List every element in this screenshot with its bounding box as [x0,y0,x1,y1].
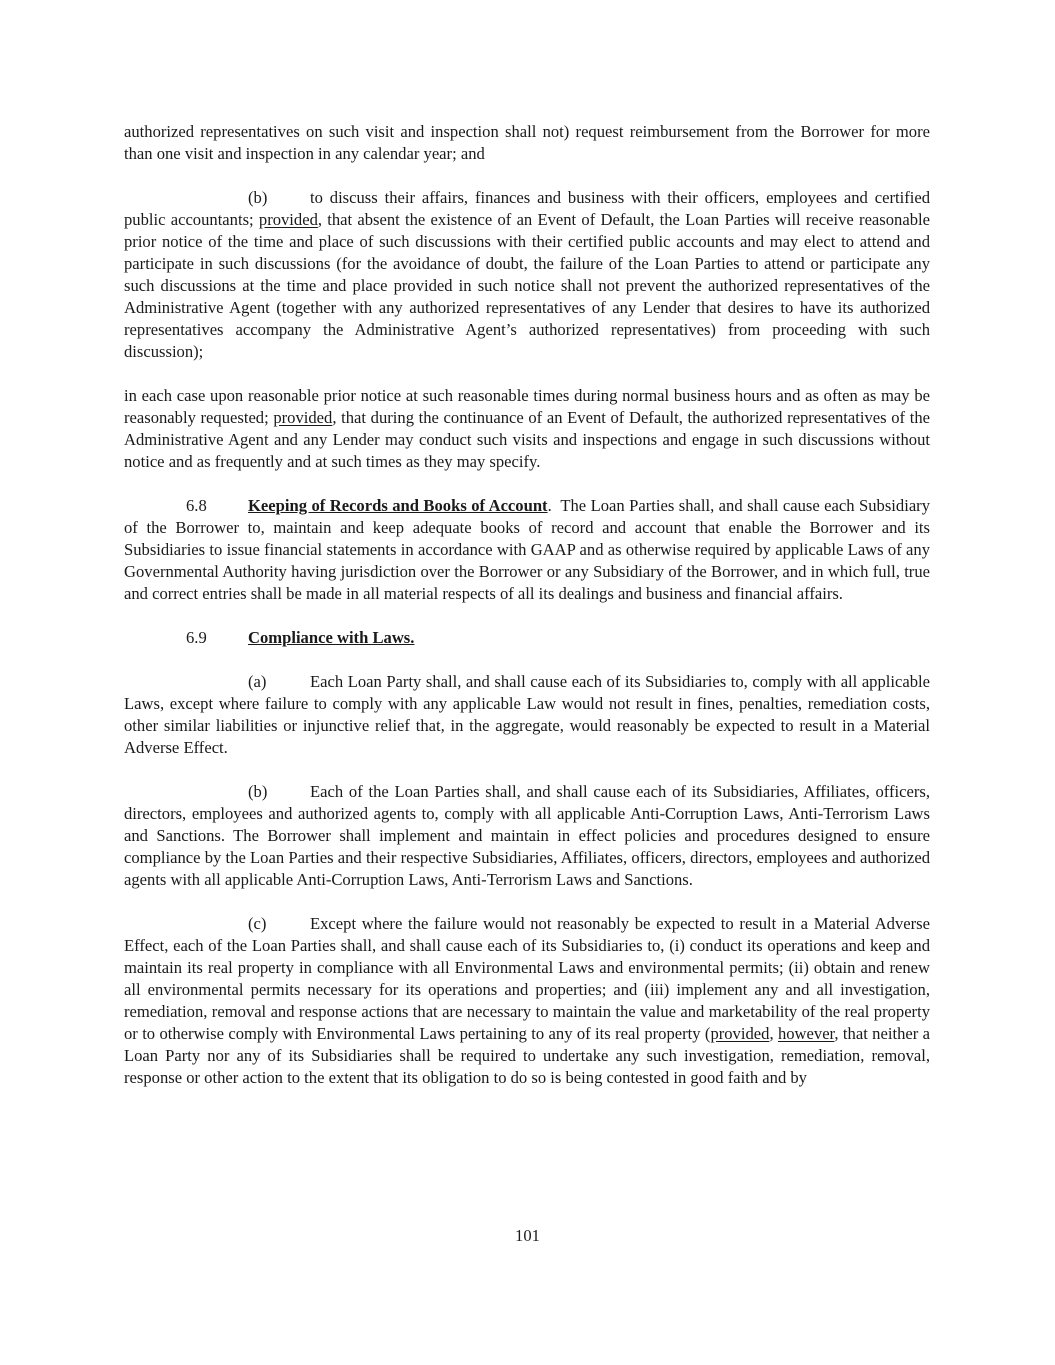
clause-b-discussions [124,187,930,363]
clause-text: , [769,1024,778,1043]
section-heading: Compliance with Laws. [248,628,415,647]
provided-term: provided [273,408,333,427]
paragraph-text: in each case upon reasonable prior notice at such reasonable times during normal business hours and as often as may be reasonably requested; [124,386,930,427]
heading-punctuation: . [547,496,552,515]
section-number: 6.9 [186,628,207,647]
provided-term: provided [258,210,318,229]
clause-text: to discuss their affairs, finances and business with their officers, employees and certified public accountants; [124,188,930,229]
section-heading: Keeping of Records and Books of Account [248,496,548,515]
paragraph-carryover [124,121,930,165]
section-6-8 [124,495,935,605]
section-body: The Loan Parties shall, and shall cause each Subsidiary of the Borrower to, maintain and keep adequate books of record and account that enable the Borrower and its Subsidiaries to issue financial statements in accordance with GAAP and as otherwise required by applicable Laws of any Governmental Authority having jurisdiction over the Borrower or any Subsidiary of the Borrower, and in which full, true and correct entries shall be made in all material respects of all its dealings and business and financial affairs. [124,496,935,603]
clause-label: (a) [248,672,267,691]
clause-text: Each Loan Party shall, and shall cause each of its Subsidiaries to, comply with all applicable Laws, except where failure to comply with any applicable Law would not result in fines, penalties, remediation costs, other similar liabilities or injunctive relief that, in the aggregate, would reasonably be expected to result in a Material Adverse Effect. [124,672,930,757]
paragraph-text: , that during the continuance of an Event of Default, the authorized representatives of the Administrative Agent and any Lender may conduct such visits and inspections and engage in such discussions without notice and as frequently and at such times as they may specify. [124,408,930,471]
clause-text: Each of the Loan Parties shall, and shall cause each of its Subsidiaries, Affiliates, officers, directors, employees and authorized agents to, comply with all applicable Anti-Corruption Laws, Anti-Terrorism Laws and Sanctions. The Borrower shall implement and maintain in effect policies and procedures designed to ensure compliance by the Loan Parties and their respective Subsidiaries, Affiliates, officers, directors, employees and authorized agents with all applicable Anti-Corruption Laws, Anti-Terrorism Laws and Sanctions. [124,782,930,889]
section-number: 6.8 [186,496,207,515]
clause-text: , that absent the existence of an Event of Default, the Loan Parties will receive reasonable prior notice of the time and place of such discussions with their certified public accounts and may elect to attend and participate in such discussions (for the avoidance of doubt, the failure of the Loan Parties to attend or participate any such discussions at the time and place provided in such notice shall not prevent the authorized representatives of the Administrative Agent (together with any authorized representatives of any Lender that desires to have its authorized representatives accompany the Administrative Agent’s authorized representatives) from proceeding with such discussion); [124,210,930,361]
document-page [124,121,935,1089]
section-6-9 [124,627,930,649]
clause-b-anti-corruption [124,781,930,891]
clause-label: (c) [248,914,267,933]
page-number: 101 [515,1226,540,1245]
clause-text: Except where the failure would not reasonably be expected to result in a Material Adverse Effect, each of the Loan Parties shall, and shall cause each of its Subsidiaries to, (i) conduct its operations and keep and maintain its real property in compliance with all Environmental Laws and environmental permits; (ii) obtain and renew all environmental permits necessary for its operations and properties; and (iii) implement any and all investigation, remediation, removal and response actions that are necessary to maintain the value and marketability of the real property or to otherwise comply with Environmental Laws pertaining to any of its real property ( [124,914,930,1043]
clause-label: (b) [248,188,268,207]
paragraph-in-each-case [124,385,930,473]
clause-label: (b) [248,782,268,801]
clause-text: , that neither a Loan Party nor any of its Subsidiaries shall be required to undertake any such investigation, remediation, removal, response or other action to the extent that its obligation to do so is being contested in good faith and by [124,1024,930,1087]
carryover-text: authorized representatives on such visit and inspection shall not) request reimbursement from the Borrower for more than one visit and inspection in any calendar year; and [124,122,930,163]
clause-a-laws [124,671,930,759]
clause-c-environmental [124,913,930,1089]
provided-term: provided [710,1024,770,1043]
however-term: however [777,1024,835,1043]
